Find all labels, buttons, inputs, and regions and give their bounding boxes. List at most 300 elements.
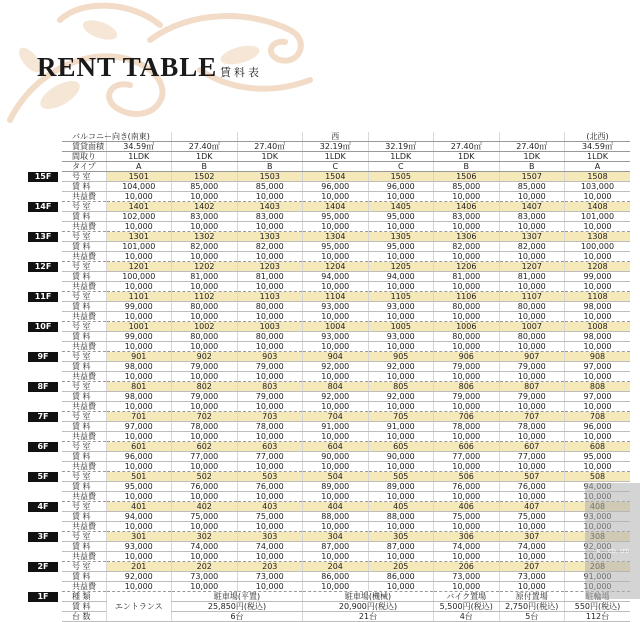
floor-label: 13F [28,232,58,242]
header-cell: B [434,162,500,172]
room-cell: 1205 [368,262,434,272]
kyoeki-cell: 10,000 [106,432,172,442]
rent-cell: 83,000 [499,212,565,222]
rent-row-label: 賃 料 [62,572,106,582]
rent-cell: 73,000 [499,572,565,582]
room-cell: 307 [499,532,565,542]
parking-type-cell: 駐車場(平置) [172,592,303,602]
rent-cell: 83,000 [237,212,303,222]
kyoeki-cell: 10,000 [434,312,500,322]
rent-row [62,332,630,342]
kyoeki-cell: 10,000 [106,402,172,412]
rent-cell: 80,000 [499,302,565,312]
header-cell: 1LDK [106,152,172,162]
rent-cell: 95,000 [368,242,434,252]
room-cell: 605 [368,442,434,452]
header-cell: 27.40㎡ [237,142,303,152]
room-row-label: 号 室 [62,172,106,182]
room-cell: 304 [303,532,369,542]
rent-cell: 73,000 [237,572,303,582]
kyoeki-cell: 10,000 [237,312,303,322]
room-row-label: 号 室 [62,202,106,212]
room-cell: 1102 [172,292,238,302]
room-row [62,172,630,182]
header-cell: A [565,162,631,172]
kyoeki-cell: 10,000 [303,312,369,322]
floor-label: 6F [28,442,58,452]
header-cell [499,132,565,142]
rent-row-label: 賃 料 [62,482,106,492]
room-cell: 701 [106,412,172,422]
kyoeki-cell: 10,000 [237,192,303,202]
kyoeki-row [62,222,630,232]
room-cell: 1503 [237,172,303,182]
kyoeki-cell: 10,000 [172,492,238,502]
rent-cell: 85,000 [499,182,565,192]
room-cell: 1308 [565,232,631,242]
room-row [62,442,630,452]
rent-cell: 77,000 [499,452,565,462]
kyoeki-cell: 10,000 [172,372,238,382]
room-row [62,262,630,272]
rent-row [62,242,630,252]
rent-cell: 82,000 [499,242,565,252]
room-cell: 602 [172,442,238,452]
rent-table [62,132,630,622]
header-cell [237,132,303,142]
room-cell: 1301 [106,232,172,242]
room-cell: 1201 [106,262,172,272]
room-cell: 207 [499,562,565,572]
rent-cell: 75,000 [172,512,238,522]
room-row [62,232,630,242]
room-cell: 1108 [565,292,631,302]
room-cell: 607 [499,442,565,452]
parking-count-cell: 4台 [434,612,500,622]
floor-label: 2F [28,562,58,572]
header-row-label: タイプ [62,162,106,172]
rent-cell: 83,000 [434,212,500,222]
rent-cell: 79,000 [172,392,238,402]
floor-label: 9F [28,352,58,362]
rent-row-label: 賃 料 [62,332,106,342]
floor-label: 14F [28,202,58,212]
kyoeki-cell: 10,000 [499,222,565,232]
kyoeki-cell: 10,000 [368,462,434,472]
rent-cell: 93,000 [106,542,172,552]
room-row [62,352,630,362]
room-cell: 1208 [565,262,631,272]
rent-cell: 80,000 [434,332,500,342]
room-row-label: 号 室 [62,232,106,242]
room-cell: 1004 [303,322,369,332]
rent-cell: 92,000 [303,392,369,402]
room-cell: 702 [172,412,238,422]
rent-cell: 92,000 [106,572,172,582]
header-cell: 1DK [434,152,500,162]
room-cell: 404 [303,502,369,512]
room-cell: 901 [106,352,172,362]
kyoeki-cell: 10,000 [172,552,238,562]
room-cell: 1303 [237,232,303,242]
rent-table-container [62,132,630,622]
rent-cell: 96,000 [106,452,172,462]
rent-row-label: 賃 料 [62,182,106,192]
room-cell: 202 [172,562,238,572]
kyoeki-cell: 10,000 [172,222,238,232]
kyoeki-cell: 10,000 [237,582,303,592]
header-row [62,152,630,162]
room-cell: 1405 [368,202,434,212]
room-cell: 1506 [434,172,500,182]
room-cell: 1502 [172,172,238,182]
room-cell: 1508 [565,172,631,182]
room-row-label: 号 室 [62,562,106,572]
rent-cell: 100,000 [106,272,172,282]
kyoeki-cell: 10,000 [368,252,434,262]
rent-cell: 90,000 [303,452,369,462]
kyoeki-row-label: 共益費 [62,372,106,382]
room-row [62,382,630,392]
kyoeki-cell: 10,000 [434,222,500,232]
kyoeki-cell: 10,000 [368,432,434,442]
kyoeki-cell: 10,000 [565,252,631,262]
page-subtitle: 賃料表 [220,66,262,79]
rent-row [62,302,630,312]
kyoeki-row [62,462,630,472]
kyoeki-cell: 10,000 [237,552,303,562]
kyoeki-cell: 10,000 [106,282,172,292]
kyoeki-cell: 10,000 [499,282,565,292]
room-cell: 1404 [303,202,369,212]
parking-rent-cell: 550円(税込) [565,602,631,612]
room-cell: 1106 [434,292,500,302]
rent-cell: 96,000 [368,182,434,192]
kyoeki-row [62,372,630,382]
rent-row [62,482,630,492]
rent-cell: 82,000 [237,242,303,252]
rent-cell: 74,000 [434,542,500,552]
room-cell: 906 [434,352,500,362]
kyoeki-row [62,312,630,322]
parking-rent-cell: 20,900円(税込) [303,602,434,612]
room-cell: 505 [368,472,434,482]
room-cell: 403 [237,502,303,512]
kyoeki-row-label: 共益費 [62,312,106,322]
kyoeki-cell: 10,000 [499,342,565,352]
entrance-cell: エントランス [106,592,172,622]
room-cell: 603 [237,442,303,452]
room-cell: 1101 [106,292,172,302]
room-row-label: 号 室 [62,382,106,392]
rent-cell: 79,000 [237,362,303,372]
room-cell: 604 [303,442,369,452]
header-cell: (北西) [565,132,631,142]
room-cell: 504 [303,472,369,482]
room-cell: 708 [565,412,631,422]
room-cell: 1408 [565,202,631,212]
kyoeki-cell: 10,000 [434,582,500,592]
kyoeki-cell: 10,000 [106,192,172,202]
rent-cell: 78,000 [434,422,500,432]
rent-cell: 76,000 [172,482,238,492]
kyoeki-row [62,192,630,202]
room-cell: 1206 [434,262,500,272]
kyoeki-cell: 10,000 [303,222,369,232]
kyoeki-cell: 10,000 [303,462,369,472]
room-cell: 803 [237,382,303,392]
room-cell: 705 [368,412,434,422]
header-cell [172,132,238,142]
kyoeki-cell: 10,000 [499,582,565,592]
rent-cell: 101,000 [565,212,631,222]
rent-cell: 94,000 [106,512,172,522]
kyoeki-cell: 10,000 [434,282,500,292]
rent-cell: 75,000 [434,512,500,522]
room-row-label: 号 室 [62,472,106,482]
room-row [62,292,630,302]
rent-cell: 89,000 [303,482,369,492]
rent-row [62,212,630,222]
room-cell: 903 [237,352,303,362]
kyoeki-cell: 10,000 [106,342,172,352]
kyoeki-cell: 10,000 [499,402,565,412]
rent-cell: 93,000 [303,302,369,312]
kyoeki-cell: 10,000 [368,282,434,292]
kyoeki-row-label: 共益費 [62,462,106,472]
parking-type-cell: 原付置場 [499,592,565,602]
room-cell: 1003 [237,322,303,332]
rent-cell: 77,000 [172,452,238,462]
header-cell: B [237,162,303,172]
room-row-label: 号 室 [62,442,106,452]
kyoeki-cell: 10,000 [368,492,434,502]
kyoeki-cell: 10,000 [106,522,172,532]
room-cell: 508 [565,472,631,482]
room-cell: 1103 [237,292,303,302]
rent-cell: 88,000 [303,512,369,522]
rent-cell: 98,000 [565,302,631,312]
rent-cell: 86,000 [303,572,369,582]
kyoeki-cell: 10,000 [106,372,172,382]
header-cell: 34.59㎡ [565,142,631,152]
rent-cell: 99,000 [106,332,172,342]
rent-cell: 95,000 [565,452,631,462]
rent-cell: 99,000 [565,272,631,282]
rent-cell: 77,000 [237,452,303,462]
kyoeki-cell: 10,000 [499,192,565,202]
rent-cell: 101,000 [106,242,172,252]
rent-cell: 82,000 [172,242,238,252]
parking-count-cell: 21台 [303,612,434,622]
kyoeki-cell: 10,000 [565,192,631,202]
room-cell: 905 [368,352,434,362]
rent-cell: 80,000 [434,302,500,312]
rent-row-label: 賃 料 [62,542,106,552]
header-row [62,142,630,152]
rent-row [62,392,630,402]
floor-label: 11F [28,292,58,302]
room-cell: 801 [106,382,172,392]
rent-cell: 79,000 [172,362,238,372]
kyoeki-row-label: 共益費 [62,192,106,202]
room-cell: 303 [237,532,303,542]
kyoeki-row-label: 共益費 [62,582,106,592]
parking-rent-cell: 2,750円(税込) [499,602,565,612]
room-cell: 703 [237,412,303,422]
floor-label: 15F [28,172,58,182]
room-cell: 305 [368,532,434,542]
header-cell: (南東) [106,132,172,142]
kyoeki-cell: 10,000 [368,342,434,352]
kyoeki-cell: 10,000 [565,222,631,232]
rent-cell: 102,000 [106,212,172,222]
rent-cell: 103,000 [565,182,631,192]
rent-row-label: 賃 料 [62,272,106,282]
rent-cell: 98,000 [565,332,631,342]
header-cell: B [172,162,238,172]
kyoeki-cell: 10,000 [434,492,500,502]
rent-row [62,452,630,462]
rent-row-label: 賃 料 [62,212,106,222]
rent-cell: 79,000 [499,362,565,372]
rent-row-label: 賃 料 [62,422,106,432]
kyoeki-cell: 10,000 [106,492,172,502]
kyoeki-row [62,342,630,352]
rent-cell: 97,000 [565,362,631,372]
kyoeki-cell: 10,000 [565,432,631,442]
room-cell: 407 [499,502,565,512]
kyoeki-cell: 10,000 [237,342,303,352]
kyoeki-cell: 10,000 [565,312,631,322]
rent-cell: 80,000 [499,332,565,342]
rent-cell: 81,000 [499,272,565,282]
rent-cell: 76,000 [237,482,303,492]
rent-cell: 93,000 [368,302,434,312]
rent-cell: 74,000 [237,542,303,552]
room-row [62,322,630,332]
kyoeki-cell: 10,000 [434,342,500,352]
room-cell: 608 [565,442,631,452]
room-cell: 1406 [434,202,500,212]
header-cell [434,132,500,142]
kyoeki-cell: 10,000 [434,252,500,262]
kyoeki-cell: 10,000 [172,282,238,292]
rent-cell: 100,000 [565,242,631,252]
rent-cell: 80,000 [237,302,303,312]
kyoeki-row-label: 共益費 [62,402,106,412]
header-cell: 32.19㎡ [368,142,434,152]
rent-cell: 87,000 [368,542,434,552]
parking-type-cell: バイク置場 [434,592,500,602]
kyoeki-cell: 10,000 [172,462,238,472]
room-cell: 1107 [499,292,565,302]
rent-cell: 78,000 [237,422,303,432]
rent-cell: 93,000 [368,332,434,342]
rent-cell: 96,000 [565,422,631,432]
room-cell: 1202 [172,262,238,272]
room-cell: 301 [106,532,172,542]
room-cell: 807 [499,382,565,392]
room-cell: 1407 [499,202,565,212]
rent-cell: 89,000 [368,482,434,492]
rent-cell: 95,000 [303,242,369,252]
kyoeki-cell: 10,000 [303,522,369,532]
kyoeki-cell: 10,000 [434,462,500,472]
rent-row [62,362,630,372]
kyoeki-row-label: 共益費 [62,522,106,532]
room-row [62,562,630,572]
header-cell: 1LDK [303,152,369,162]
kyoeki-cell: 10,000 [237,282,303,292]
kyoeki-cell: 10,000 [368,372,434,382]
room-row-label: 号 室 [62,262,106,272]
room-cell: 1306 [434,232,500,242]
header-cell: 1DK [237,152,303,162]
header-cell: 27.40㎡ [172,142,238,152]
floor-label: 3F [28,532,58,542]
header-row-label: バルコニー向き [62,132,106,142]
rent-cell: 74,000 [172,542,238,552]
header-row-label: 間取り [62,152,106,162]
kyoeki-cell: 10,000 [106,462,172,472]
kyoeki-cell: 10,000 [499,492,565,502]
room-cell: 1505 [368,172,434,182]
room-row [62,202,630,212]
kyoeki-cell: 10,000 [106,222,172,232]
rent-row-label: 賃 料 [62,452,106,462]
header-cell: A [106,162,172,172]
header-cell: 32.19㎡ [303,142,369,152]
rent-cell: 86,000 [368,572,434,582]
rent-cell: 73,000 [172,572,238,582]
rent-cell: 80,000 [237,332,303,342]
room-row [62,532,630,542]
room-cell: 1304 [303,232,369,242]
kyoeki-cell: 10,000 [368,222,434,232]
header-row [62,162,630,172]
room-cell: 501 [106,472,172,482]
rent-cell: 95,000 [368,212,434,222]
room-cell: 907 [499,352,565,362]
room-cell: 601 [106,442,172,452]
room-row [62,412,630,422]
room-row [62,472,630,482]
rent-cell: 80,000 [172,302,238,312]
kyoeki-cell: 10,000 [172,522,238,532]
watermark-text: R ... CO., LTD [596,549,630,555]
kyoeki-row [62,402,630,412]
kyoeki-row [62,552,630,562]
rent-cell: 98,000 [106,392,172,402]
kyoeki-row [62,582,630,592]
rent-cell: 97,000 [106,422,172,432]
room-cell: 1403 [237,202,303,212]
kyoeki-cell: 10,000 [499,252,565,262]
ground-type-label: 種 類 [62,592,106,602]
kyoeki-cell: 10,000 [237,492,303,502]
rent-row-label: 賃 料 [62,362,106,372]
room-cell: 405 [368,502,434,512]
rent-cell: 91,000 [303,422,369,432]
rent-row-label: 賃 料 [62,302,106,312]
room-cell: 1002 [172,322,238,332]
rent-cell: 92,000 [368,362,434,372]
room-cell: 904 [303,352,369,362]
rent-cell: 79,000 [434,392,500,402]
room-cell: 808 [565,382,631,392]
kyoeki-cell: 10,000 [565,402,631,412]
